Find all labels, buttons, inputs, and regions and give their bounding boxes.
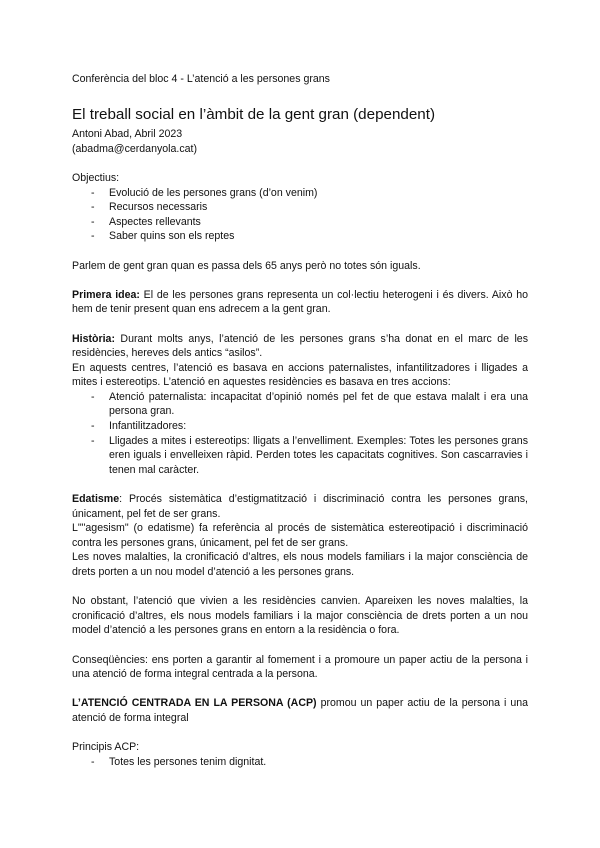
spacer bbox=[72, 580, 528, 595]
list-item: - Saber quins son els reptes bbox=[91, 230, 235, 243]
dash-bullet: - bbox=[91, 186, 95, 199]
ageism-paragraph-2: L""agesism" (o edatisme) fa referència al procés de sistemàtica estereotipació i discriminació contra les persones grans, únicament, pel fet de ser grans. bbox=[72, 522, 528, 549]
principles-label: Principis ACP: bbox=[72, 741, 140, 754]
consequences-paragraph: Conseqüències: ens porten a garantir al fomement i a promoure un paper actiu de la persona i una atenció de forma integral centrada a la persona. bbox=[72, 653, 528, 681]
list-item: - Aspectes rellevants bbox=[91, 215, 201, 228]
however-paragraph: No obstant, l’atenció que vivien a les residències canvien. Apareixen les noves malalties, la cronificació d’altres, els nous models familiars i la major consciència de drets porten a un nou model d’atenció a les persones grans en entorn a la residència o fora. bbox=[72, 595, 528, 637]
spacer bbox=[72, 726, 528, 741]
acp-paragraph: L’ATENCIÓ CENTRADA EN LA PERSONA (ACP) promou un paper actiu de la persona i una atenció de forma integral bbox=[72, 697, 528, 724]
dash-bullet: - bbox=[91, 390, 95, 403]
spacer bbox=[72, 638, 528, 653]
document-page bbox=[72, 72, 528, 769]
author-line: Antoni Abad, Abril 2023 bbox=[72, 128, 183, 141]
document-header: Conferència del bloc 4 - L’atenció a les persones grans bbox=[72, 73, 330, 85]
spacer bbox=[72, 682, 528, 697]
acp-label: L’ATENCIÓ CENTRADA EN LA PERSONA (ACP) bbox=[72, 697, 317, 710]
dash-bullet: - bbox=[91, 215, 95, 228]
ageism-paragraph-3: Les noves malalties, la cronificació d’altres, els nous models familiars i la major consciència de drets porten a un nou model d’atenció a les persones grans. bbox=[72, 551, 528, 578]
intro-paragraph: Parlem de gent gran quan es passa dels 65 anys però no totes són iguals. bbox=[72, 259, 421, 272]
document-title: El treball social en l’àmbit de la gent gran (dependent) bbox=[72, 106, 436, 124]
spacer bbox=[72, 156, 528, 171]
list-item: - Infantilitzadores: bbox=[91, 420, 187, 433]
spacer bbox=[72, 244, 528, 259]
list-item: - Atenció paternalista: incapacitat d’opinió només pel fet de que estava malalt i era una persona gran. bbox=[91, 390, 528, 418]
first-idea-label: Primera idea: bbox=[72, 288, 140, 301]
ageism-label: Edatisme bbox=[72, 493, 120, 506]
spacer bbox=[72, 477, 528, 492]
objectives-list bbox=[72, 186, 528, 244]
spacer bbox=[72, 273, 528, 288]
dash-bullet: - bbox=[91, 420, 95, 433]
first-idea-paragraph: Primera idea: El de les persones grans representa un col·lectiu heterogeni i és divers. Això ho hem de tenir present quan ens adrecem a la gent gran. bbox=[72, 288, 528, 316]
list-item: - Evolució de les persones grans (d’on venim) bbox=[91, 186, 318, 199]
dash-bullet: - bbox=[91, 434, 95, 447]
list-item: - Totes les persones tenim dignitat. bbox=[91, 755, 267, 768]
history-list bbox=[72, 390, 528, 478]
spacer bbox=[72, 317, 528, 332]
dash-bullet: - bbox=[91, 230, 95, 243]
spacer bbox=[72, 87, 528, 102]
list-item: - Recursos necessaris bbox=[91, 201, 208, 214]
history-label: Història: bbox=[72, 332, 115, 345]
objectives-label: Objectius: bbox=[72, 171, 120, 184]
dash-bullet: - bbox=[91, 755, 95, 768]
history-paragraph: Història: Durant molts anys, l’atenció de les persones grans s’ha donat en el marc de les residències, hereves dels antics “asilos”. bbox=[72, 332, 528, 360]
dash-bullet: - bbox=[91, 201, 95, 214]
principles-list bbox=[72, 755, 528, 770]
history-paragraph-2: En aquests centres, l’atenció es basava en accions paternalistes, infantilitzadores i lligades a mites i estereotips. L’atenció en aquestes residències es basava en tres accions: bbox=[72, 361, 528, 389]
author-email: (abadma@cerdanyola.cat) bbox=[72, 142, 197, 155]
ageism-paragraph: Edatisme: Procés sistemàtica d’estigmatització i discriminació contra les persones grans, únicament, pel fet de ser grans. bbox=[72, 493, 528, 520]
list-item: - Lligades a mites i estereotips: lligats a l’envelliment. Exemples: Totes les persones grans eren iguals i envelleixen ràpid. Perden totes les capacitats cognitives. Son cascarravies i tenen mal caràcter. bbox=[91, 434, 528, 476]
